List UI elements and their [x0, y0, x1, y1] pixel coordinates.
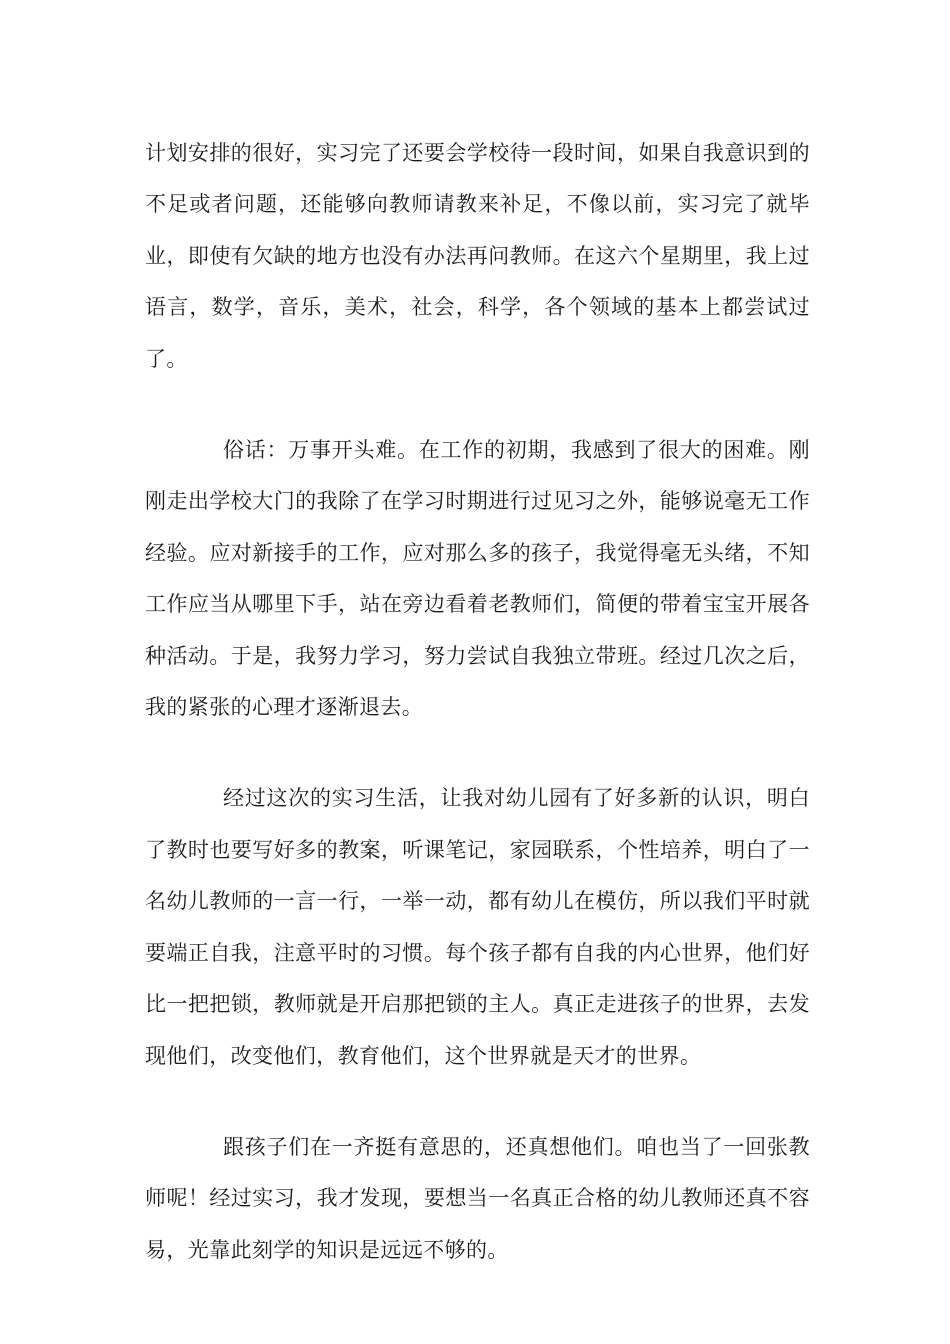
paragraph-new-understanding: 经过这次的实习生活，让我对幼儿园有了好多新的认识，明白了教时也要写好多的教案，听课笔记，家园联系，个性培养，明白了一名幼儿教师的一言一行，一举一动，都有幼儿在模仿，所以我们平时就要端正自我，注意平时的习惯。每个孩子都有自我的内心世界，他们好比一把把锁，教师就是开启那把锁的主人。真正走进孩子的世界，去发现他们，改变他们，教育他们，这个世界就是天才的世界。	[145, 786, 810, 1068]
paragraph-conclusion: 跟孩子们在一齐挺有意思的，还真想他们。咱也当了一回张教师呢！经过实习，我才发现，要想当一名真正合格的幼儿教师还真不容易，光靠此刻学的知识是远远不够的。	[145, 1134, 810, 1262]
paragraph-beginning-difficulty: 俗话：万事开头难。在工作的初期，我感到了很大的困难。刚刚走出学校大门的我除了在学习时期进行过见习之外，能够说毫无工作经验。应对新接手的工作，应对那么多的孩子，我觉得毫无头绪，不知工作应当从哪里下手，站在旁边看着老教师们，简便的带着宝宝开展各种活动。于是，我努力学习，努力尝试自我独立带班。经过几次之后，我的紧张的心理才逐渐退去。	[145, 438, 810, 720]
paragraph-continuation: 计划安排的很好，实习完了还要会学校待一段时间，如果自我意识到的不足或者问题，还能够向教师请教来补足，不像以前，实习完了就毕业，即使有欠缺的地方也没有办法再问教师。在这六个星期里，我上过语言，数学，音乐，美术，社会，科学，各个领域的基本上都尝试过了。	[145, 141, 810, 371]
document-body	[145, 128, 810, 1316]
